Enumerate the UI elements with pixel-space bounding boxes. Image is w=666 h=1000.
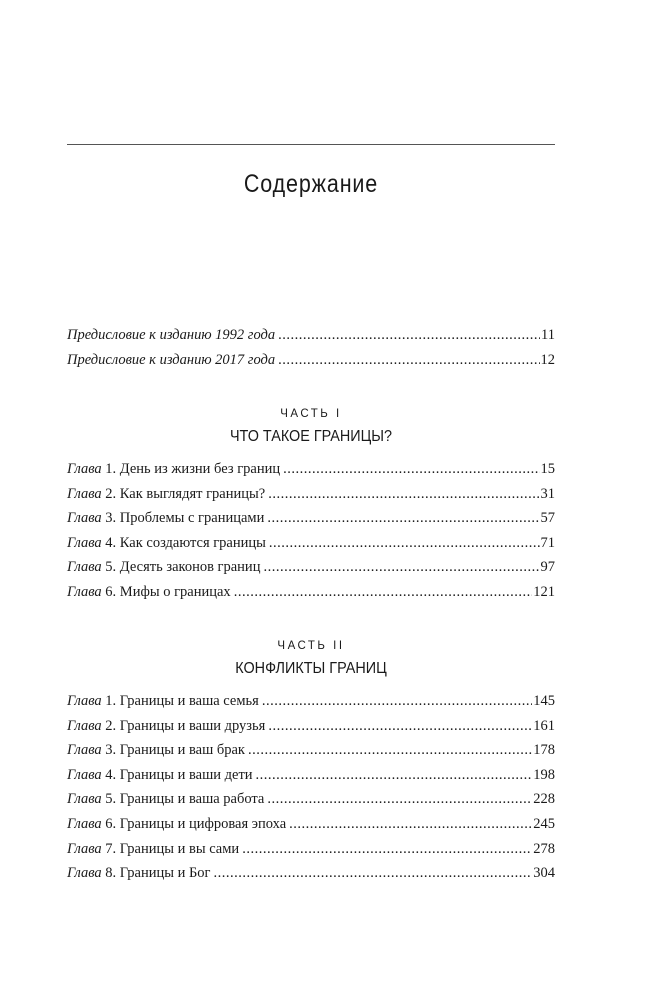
chapter-prefix: Глава	[67, 693, 102, 709]
toc-entry-part2-ch1[interactable]	[67, 693, 555, 718]
chapter-title: 6. Мифы о границах	[101, 583, 231, 600]
toc-leader-dots	[263, 559, 539, 576]
toc-entry-label	[67, 816, 286, 833]
toc-entry-part2-ch6[interactable]	[67, 816, 555, 841]
toc-entry-label	[67, 865, 211, 882]
part-1-label: ЧАСТЬ I	[280, 408, 342, 420]
chapter-prefix: Глава	[67, 742, 102, 759]
header-rule	[67, 144, 555, 145]
toc-entry-part1-ch3[interactable]	[67, 510, 555, 535]
toc-entry-part2-ch7[interactable]	[67, 841, 555, 866]
chapter-title: 3. Проблемы с границами	[101, 510, 265, 527]
chapter-prefix: Глава	[67, 534, 102, 551]
toc-leader-dots	[267, 510, 539, 527]
toc-entry-part1-ch5[interactable]	[67, 559, 555, 584]
toc-leader-dots	[283, 461, 539, 478]
toc-page-number: 71	[540, 534, 555, 551]
toc-entry-label	[67, 486, 265, 503]
toc-page-number: 12	[540, 351, 555, 368]
page-title: Содержание	[243, 170, 379, 198]
toc-page-number: 11	[541, 327, 555, 343]
chapter-prefix: Глава	[67, 791, 102, 808]
toc-entry-part1-ch4[interactable]	[67, 535, 555, 560]
toc-page-number: 198	[533, 766, 555, 783]
toc-leader-dots	[268, 718, 532, 735]
toc-page-number: 228	[533, 791, 555, 808]
toc-entry-part2-ch2[interactable]	[67, 718, 555, 743]
toc-entry-preface-2017[interactable]	[67, 352, 555, 377]
toc-entry-label	[67, 742, 245, 759]
chapter-title: 1. Границы и ваша семья	[101, 693, 259, 709]
chapter-title: 7. Границы и вы сами	[101, 840, 240, 857]
part-2-title: КОНФЛИКТЫ ГРАНИЦ	[235, 660, 387, 677]
toc-leader-dots	[278, 327, 540, 344]
toc-entry-part1-ch2[interactable]	[67, 486, 555, 511]
toc-entry-part2-ch4[interactable]	[67, 767, 555, 792]
part-1-title: ЧТО ТАКОЕ ГРАНИЦЫ?	[229, 428, 393, 445]
chapter-title: 4. Как создаются границы	[101, 534, 266, 551]
toc-page-number: 57	[540, 510, 555, 527]
toc-leader-dots	[242, 841, 532, 858]
toc-leader-dots	[269, 535, 540, 552]
toc-page-number: 97	[540, 559, 555, 576]
toc-entry-label	[67, 693, 259, 710]
toc-entry-label	[67, 584, 231, 601]
toc-leader-dots	[267, 791, 532, 808]
chapter-title: 4. Границы и ваши дети	[101, 766, 253, 783]
chapter-title: 5. Границы и ваша работа	[101, 791, 265, 808]
preface-list	[67, 327, 555, 376]
chapter-prefix: Глава	[67, 766, 102, 783]
toc-leader-dots	[248, 742, 532, 759]
chapter-prefix: Глава	[67, 583, 102, 600]
chapter-prefix: Глава	[67, 815, 102, 832]
toc-entry-part2-ch3[interactable]	[67, 742, 555, 767]
toc-page-number: 304	[533, 865, 555, 882]
toc-leader-dots	[262, 693, 532, 710]
toc-entry-label	[67, 767, 253, 784]
part-1-chapter-list	[67, 461, 555, 609]
toc-leader-dots	[289, 816, 532, 833]
part-2-chapter-list	[67, 693, 555, 890]
toc-page-number: 245	[533, 815, 555, 832]
chapter-title: 6. Границы и цифровая эпоха	[101, 815, 287, 832]
part-2-label: ЧАСТЬ II	[277, 640, 345, 652]
chapter-prefix: Глава	[67, 840, 102, 857]
toc-leader-dots	[234, 584, 533, 601]
toc-leader-dots	[278, 352, 539, 369]
chapter-title: 5. Десять законов границ	[101, 559, 261, 576]
toc-leader-dots	[214, 865, 533, 882]
toc-entry-label	[67, 791, 264, 808]
toc-entry-part1-ch6[interactable]	[67, 584, 555, 609]
toc-entry-label	[67, 559, 260, 576]
toc-entry-label	[67, 841, 239, 858]
toc-page-number: 15	[540, 461, 555, 477]
toc-page-number: 145	[533, 693, 555, 709]
chapter-title: 2. Границы и ваши друзья	[101, 717, 266, 734]
toc-page-number: 278	[533, 840, 555, 857]
toc-entry-label	[67, 718, 265, 735]
chapter-prefix: Глава	[67, 510, 102, 527]
chapter-prefix: Глава	[67, 865, 102, 882]
toc-page-number: 31	[540, 485, 555, 502]
toc-leader-dots	[268, 486, 539, 503]
toc-page-number: 178	[533, 742, 555, 759]
toc-leader-dots	[256, 767, 533, 784]
chapter-title: 3. Границы и ваш брак	[101, 742, 245, 759]
toc-entry-label: Предисловие к изданию 1992 года	[67, 327, 276, 343]
chapter-prefix: Глава	[67, 461, 102, 477]
chapter-title: 8. Границы и Бог	[101, 865, 211, 882]
chapter-prefix: Глава	[67, 485, 102, 502]
toc-entry-label: Предисловие к изданию 2017 года	[67, 351, 276, 368]
toc-entry-label	[67, 510, 264, 527]
toc-entry-part1-ch1[interactable]	[67, 461, 555, 486]
toc-entry-preface-1992[interactable]	[67, 327, 555, 352]
toc-page-number: 121	[533, 583, 555, 600]
toc-entry-part2-ch5[interactable]	[67, 791, 555, 816]
chapter-prefix: Глава	[67, 559, 102, 576]
toc-entry-label	[67, 461, 280, 478]
chapter-title: 1. День из жизни без границ	[101, 461, 281, 477]
toc-entry-part2-ch8[interactable]	[67, 865, 555, 890]
chapter-title: 2. Как выглядят границы?	[101, 485, 266, 502]
toc-entry-label	[67, 535, 266, 552]
toc-page-number: 161	[533, 717, 555, 734]
chapter-prefix: Глава	[67, 717, 102, 734]
